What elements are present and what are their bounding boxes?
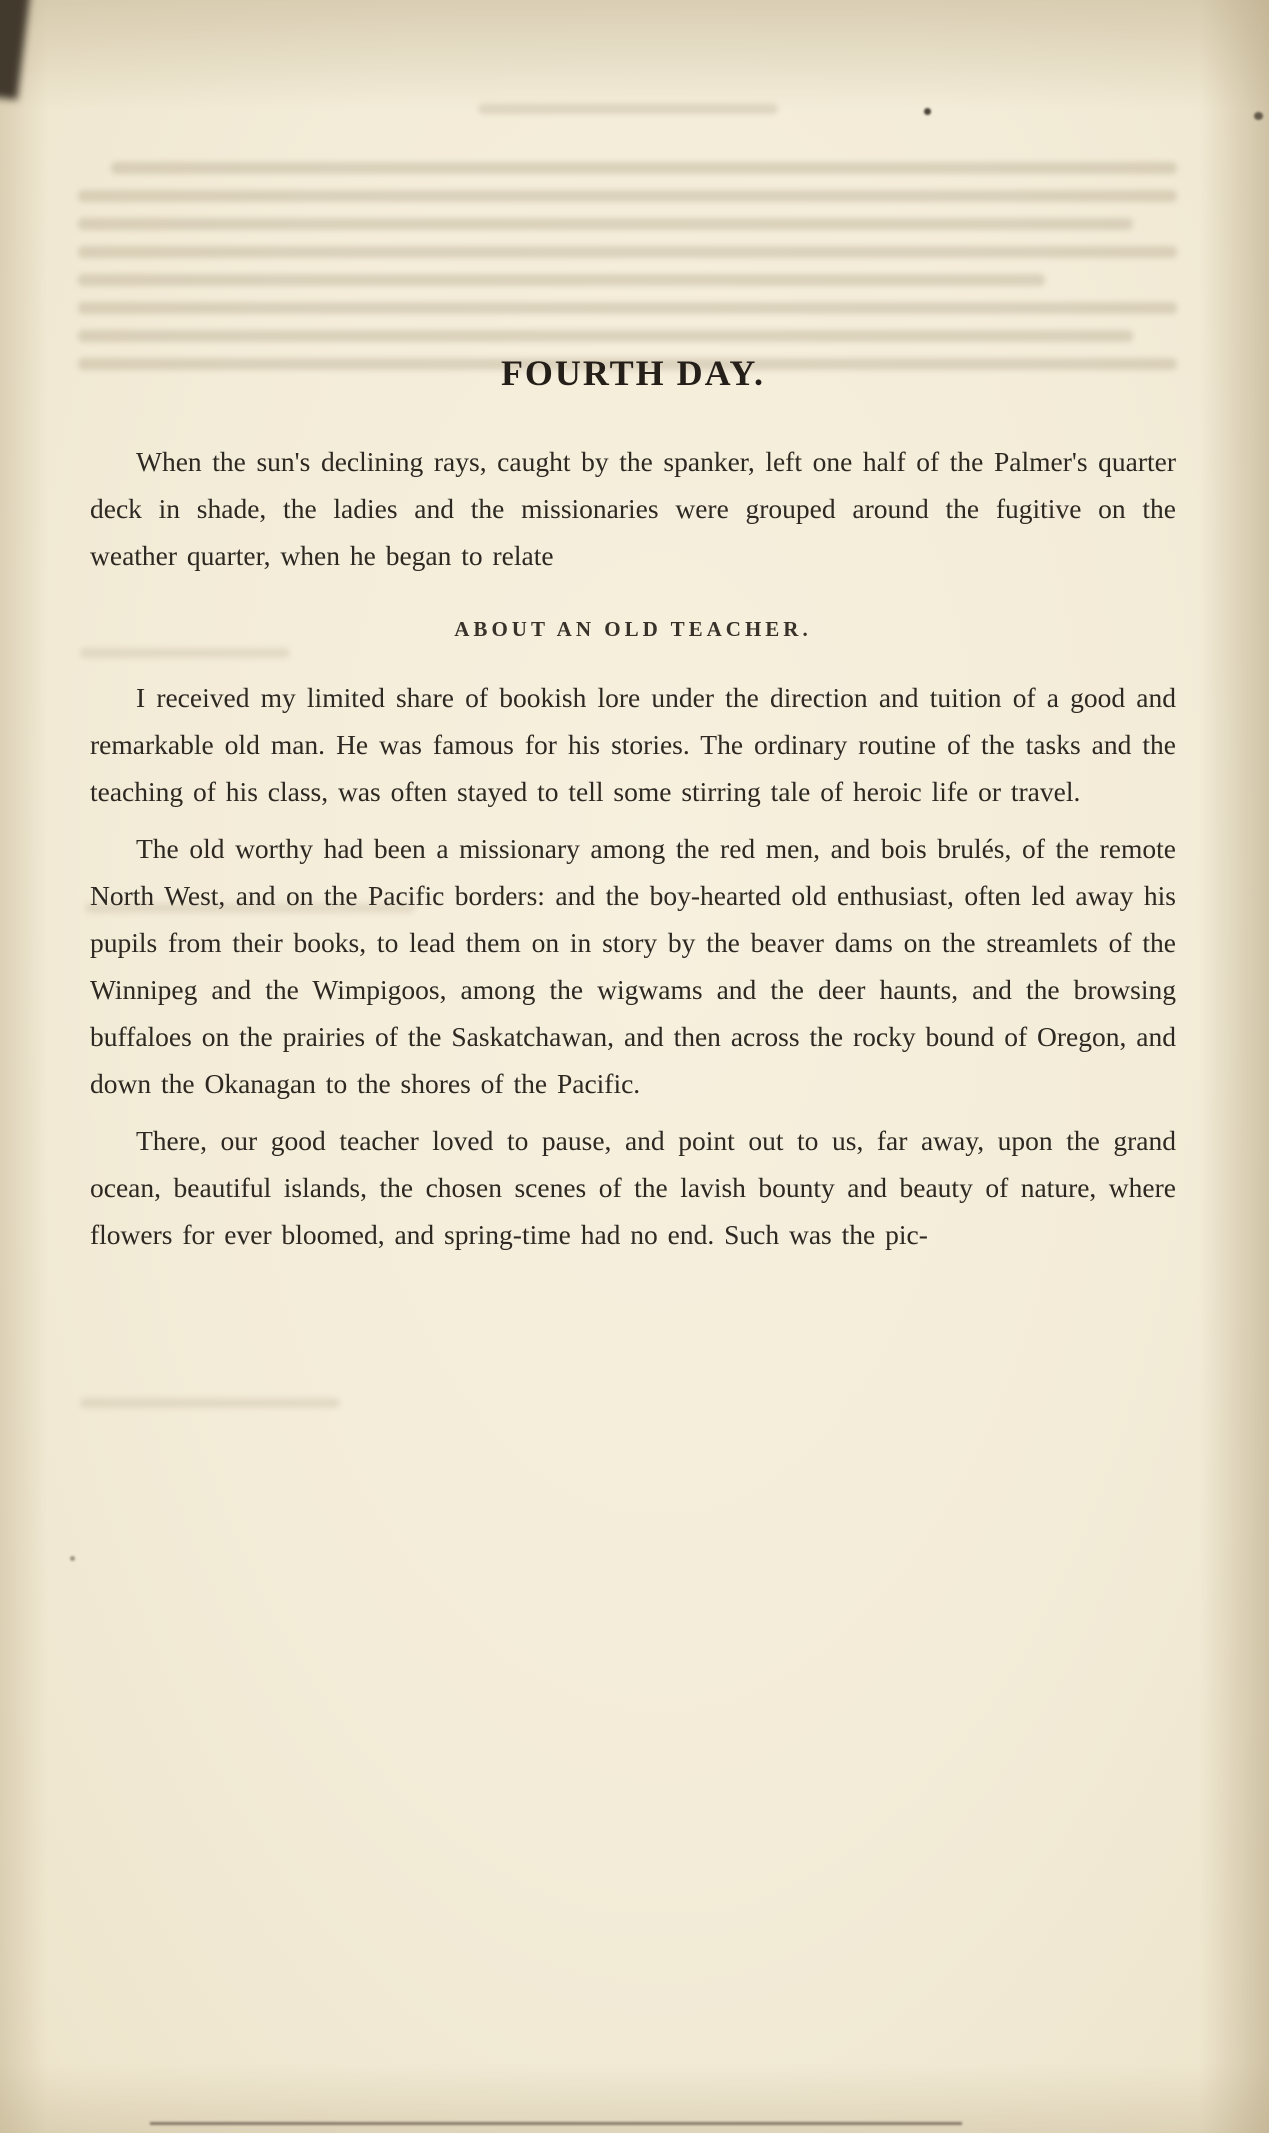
paragraph: I received my limited share of bookish lore under the direction and tuition of a good and remarkable old man. He was famous for his stories. The ordinary routine of the tasks and the teaching of his class, was often stayed to tell some stirring tale of heroic life or travel. xyxy=(90,682,1176,807)
scan-edge-line xyxy=(150,2122,962,2125)
ink-speck xyxy=(1254,112,1263,120)
chapter-heading: FOURTH DAY. xyxy=(500,353,766,393)
paragraph: There, our good teacher loved to pause, and point out to us, far away, upon the grand ocean, beautiful islands, the chosen scenes of the lavish bounty and beauty of nature, where flowers for ever bloomed, and spring-time had no end. Such was the pic- xyxy=(90,1125,1176,1250)
intro-paragraph: When the sun's declining rays, caught by the spanker, left one half of the Palmer's quarter deck in shade, the ladies and the missionaries were grouped around the fugitive on the weather quarter, when he began to relate xyxy=(90,446,1176,571)
bleedthrough-fragment xyxy=(80,1398,340,1408)
section-heading: ABOUT AN OLD TEACHER. xyxy=(454,617,812,641)
page-edge-shadow-left xyxy=(0,0,48,2133)
ink-speck xyxy=(70,1556,75,1561)
paragraph: The old worthy had been a missionary among the red men, and bois brulés, of the remote North West, and on the Pacific borders: and the boy-hearted old enthusiast, often led away his pupils from their books, to lead them on in story by the beaver dams on the streamlets of the Winnipeg and the Wimpigoos, among the wigwams and the deer haunts, and the browsing buffaloes on the prairies of the Saskatchawan, and then across the rocky bound of Oregon, and down the Okanagan to the shores of the Pacific. xyxy=(90,833,1176,1099)
page-content xyxy=(90,0,1176,1258)
corner-artifact xyxy=(0,0,31,100)
page-edge-shadow-right xyxy=(1199,0,1269,2133)
